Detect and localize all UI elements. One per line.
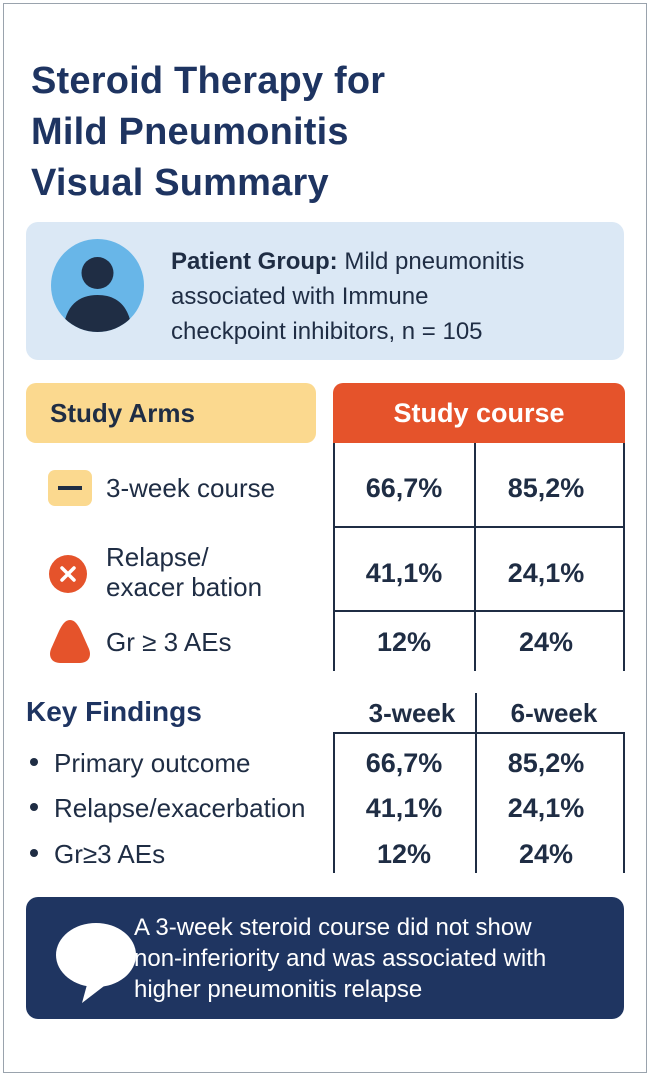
list-item [30,793,306,824]
patient-group-line-3: checkpoint inhibitors, n = 105 [171,318,483,345]
row-label-3-week-course: 3-week course [106,473,276,503]
table-cell: 41,1% [365,558,443,588]
conclusion-line: A 3-week steroid course did not show [134,914,532,941]
table-cell: 24% [518,627,574,657]
table-cell: 24% [518,839,574,869]
patient-group-label: Patient Group: [171,248,338,275]
page-title [31,56,591,209]
title-line-2: Mild Pneumonitis [31,111,349,153]
title-line-3: Visual Summary [31,162,329,204]
list-item [30,839,165,870]
table-cell: 12% [376,627,432,657]
study-arms-header: Study Arms [26,383,316,443]
key-findings-col-6-week: 6-week [510,698,598,728]
table-divider [623,733,625,873]
patient-group-box [26,222,624,360]
conclusion-line: non-inferiority and was associated with [134,945,547,972]
table-divider [623,443,625,671]
x-circle-icon [48,554,88,594]
table-cell: 24,1% [507,558,585,588]
row-label-relapse [106,542,262,602]
finding-label: Gr≥3 AEs [54,839,166,869]
conclusion-line: higher pneumonitis relapse [134,976,423,1003]
conclusion-text [134,912,614,1005]
row-label-line: exacer bation [106,572,263,602]
finding-label: Primary outcome [54,748,251,778]
patient-group-text [171,244,611,349]
table-cell: 85,2% [507,473,585,503]
table-cell: 41,1% [365,793,443,823]
patient-group-line-1: Mild pneumonitis [344,248,525,275]
row-label-gr3-aes: Gr ≥ 3 AEs [106,627,232,657]
table-divider [333,732,625,734]
finding-label: Relapse/exacerbation [54,793,306,823]
speech-bubble-icon [48,919,144,1005]
title-line-1: Steroid Therapy for [31,60,386,102]
study-course-header: Study course [333,383,625,443]
list-item [30,748,251,779]
table-divider [333,610,625,612]
warning-triangle-icon [48,617,92,665]
key-findings-title: Key Findings [26,696,202,727]
key-findings-col-3-week: 3-week [368,698,456,728]
table-cell: 66,7% [365,748,443,778]
minus-icon [48,470,92,506]
row-label-line: Relapse/ [106,542,209,572]
table-cell: 24,1% [507,793,585,823]
table-divider [333,526,625,528]
person-icon [51,239,144,332]
table-cell: 12% [376,839,432,869]
patient-group-line-2: associated with Immune [171,283,429,310]
conclusion-box [26,897,624,1019]
table-cell: 66,7% [365,473,443,503]
table-cell: 85,2% [507,748,585,778]
